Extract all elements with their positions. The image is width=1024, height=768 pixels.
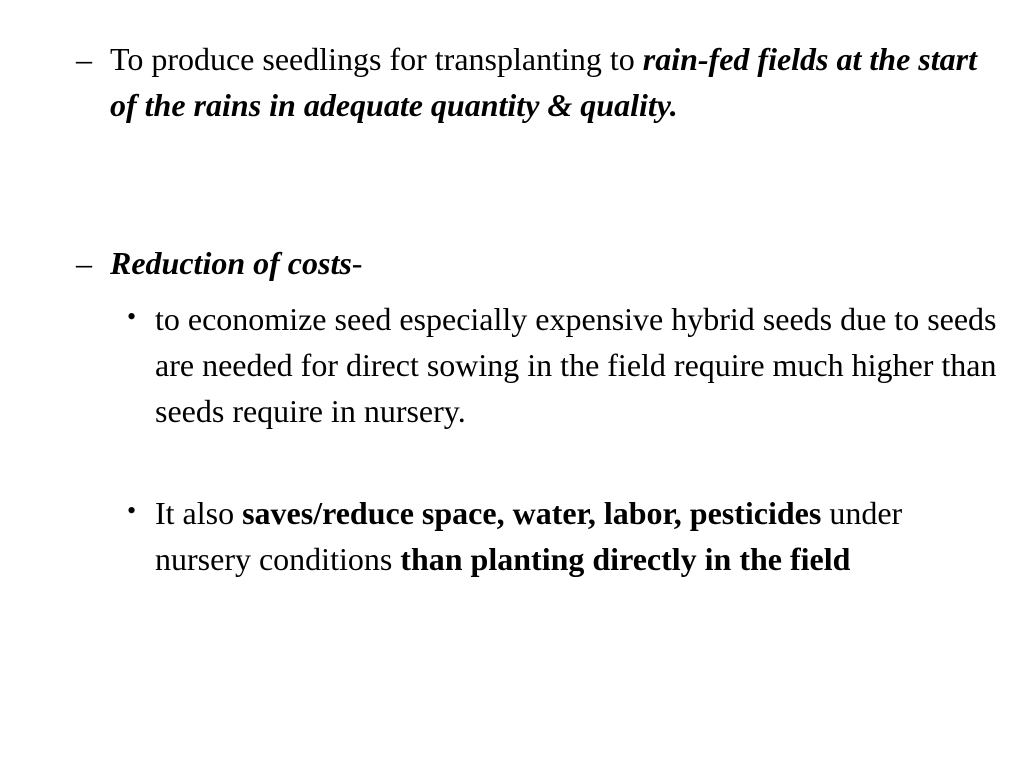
bullet-marker: • xyxy=(127,302,137,331)
dash-marker: – xyxy=(76,245,92,281)
item-text: - xyxy=(351,245,363,281)
item-text: under nursery conditions xyxy=(155,495,903,577)
list-item-seedling-production xyxy=(76,36,986,128)
dash-marker: – xyxy=(76,41,92,77)
item-emphasis: rain-fed fields at the start of the rains in adequate quantity & quality. xyxy=(110,41,977,123)
bullet-marker: • xyxy=(127,496,137,525)
item-emphasis: saves/reduce space, water, labor, pesticides xyxy=(242,495,822,531)
item-heading: Reduction of costs xyxy=(110,245,352,281)
item-emphasis: than planting directly in the field xyxy=(400,541,851,577)
item-text: to economize seed especially expensive hybrid seeds due to seeds are needed for direct sowing in the field require much higher than seeds require in nursery. xyxy=(155,301,997,429)
item-text: It also xyxy=(155,495,243,531)
list-item-cost-reduction xyxy=(76,240,986,286)
sub-item-economize-seed xyxy=(127,296,997,434)
item-text: To produce seedlings for transplanting to xyxy=(110,41,643,77)
sub-item-saves-resources xyxy=(127,490,997,582)
